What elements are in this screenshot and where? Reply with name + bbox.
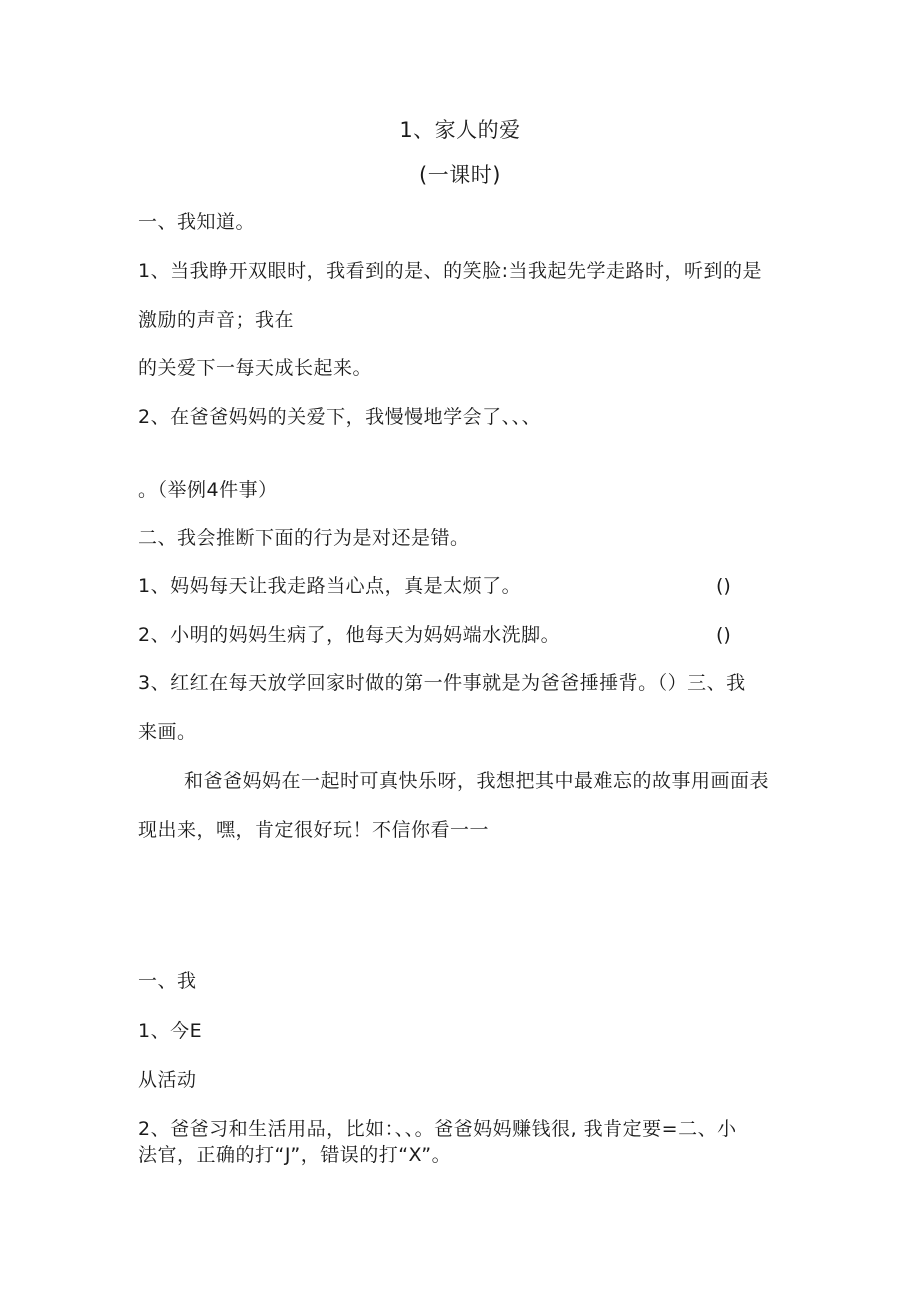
judge-item-3-line-1: 3、红红在每天放学回家时做的第一件事就是为爸爸捶捶背。（）三、我 — [138, 672, 746, 694]
section-2-question-2-line-1: 2、爸爸习和生活用品，比如：、、。爸爸妈妈赚钱很, 我肯定要=二、小 — [138, 1118, 737, 1140]
section-2-question-1: 1、今E — [138, 1020, 203, 1042]
drawing-paragraph-line-1: 和爸爸妈妈在一起时可真快乐呀，我想把其中最难忘的故事用画面表 — [184, 770, 770, 792]
page-title: 1、家人的爱 — [399, 118, 521, 142]
judge-item-1: 1、妈妈每天让我走路当心点，真是太烦了。 — [138, 575, 522, 597]
section-2-question-1-continued: 从活动 — [138, 1069, 197, 1091]
judge-item-1-answer-box: () — [716, 575, 731, 597]
question-2-line-1: 2、在爸爸妈妈的关爱下，我慢慢地学会了、、、 — [138, 406, 542, 428]
question-2-line-2: 。（举例4件事） — [138, 479, 278, 501]
drawing-paragraph-line-2: 现出来，嘿，肯定很好玩！不信你看一一 — [138, 819, 490, 841]
section-heading-judge: 二、我会推断下面的行为是对还是错。 — [138, 527, 470, 549]
question-1-line-3: 的关爱下一每天成长起来。 — [138, 357, 373, 379]
page-subtitle: (一课时) — [419, 163, 501, 187]
judge-item-3-line-2: 来画。 — [138, 721, 197, 743]
section-2-heading: 一、我 — [138, 970, 197, 992]
section-heading-know: 一、我知道。 — [138, 211, 256, 233]
judge-item-2-answer-box: () — [716, 624, 731, 646]
section-2-question-2-line-2: 法官，正确的打“J”，错误的打“X”。 — [138, 1144, 452, 1166]
question-1-line-1: 1、当我睁开双眼时，我看到的是、的笑脸:当我起先学走路时，听到的是 — [138, 260, 762, 282]
judge-item-2: 2、小明的妈妈生病了，他每天为妈妈端水洗脚。 — [138, 624, 561, 646]
question-1-line-2: 激励的声音；我在 — [138, 309, 295, 331]
